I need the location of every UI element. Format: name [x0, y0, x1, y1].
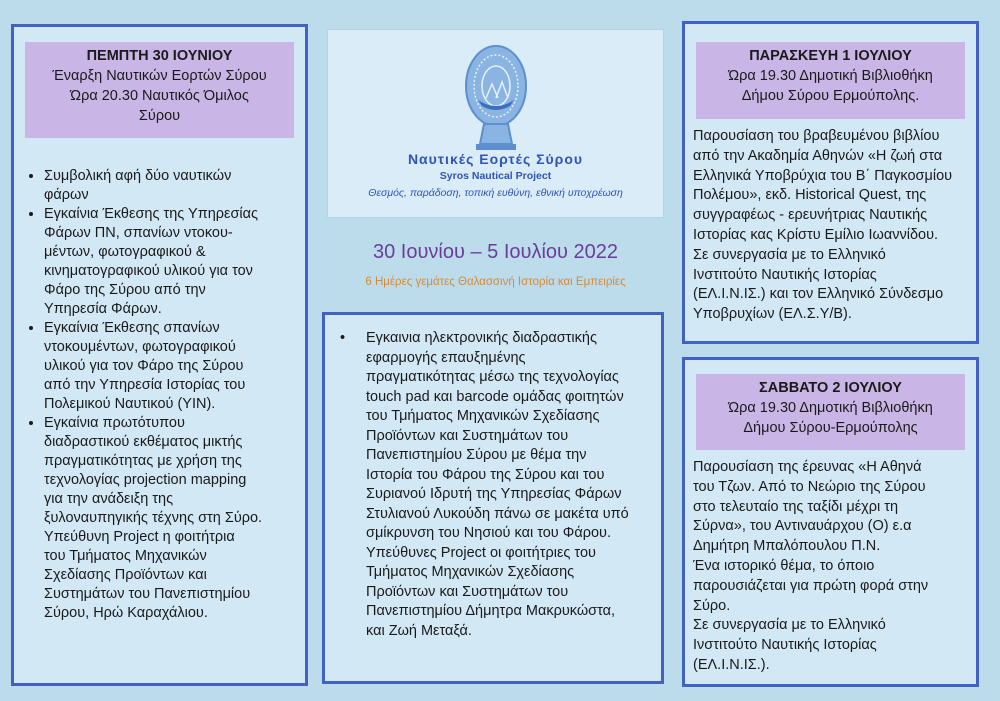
event-line: Σύρου, Ηρώ Καραχάλιου. — [44, 605, 208, 621]
saturday-header-line: Δήμου Σύρου-Ερμούπολης — [743, 420, 918, 436]
event-line: κινηματογραφικού υλικού για τον — [44, 263, 253, 279]
center-event-panel — [322, 312, 664, 684]
event-line: Υπεύθυνη Project η φοιτήτρια — [44, 529, 235, 545]
event-line: Τμήματος Μηχανικών Σχεδίασης — [366, 564, 575, 580]
text-line: παρουσιάζεται για πρώτη φορά στην — [693, 577, 929, 594]
event-item — [44, 205, 306, 319]
center-events — [325, 329, 661, 641]
event-line: και Ζωή Μεταξά. — [366, 622, 472, 639]
event-line: Υπηρεσία Φάρων. — [44, 301, 162, 317]
friday-header-line: Δήμου Σύρου Ερμούπολης. — [741, 88, 920, 104]
text-line: Παρουσίαση της έρευνας «Η Αθηνά — [693, 459, 922, 475]
event-line: Εγκαίνια Έκθεσης της Υπηρεσίας — [44, 206, 259, 222]
text-line: στο τελευταίο της ταξίδι μέχρι τη — [693, 498, 899, 515]
event-line: για την ανάδειξη της — [44, 491, 174, 507]
logo-title: Ναυτικές Εορτές Σύρου — [407, 151, 584, 167]
text-line: Πολέμου», εκδ. Historical Quest, της — [693, 187, 927, 204]
text-line: από την Ακαδημία Αθηνών «Η ζωή στα — [693, 147, 943, 164]
event-line: ξυλοναυπηγικής τέχνης στη Σύρο. — [44, 510, 263, 526]
festival-dates: 30 Ιουνίου – 5 Ιουλίου 2022 — [372, 241, 618, 263]
event-line: Προϊόντων και Συστημάτων του — [366, 427, 569, 444]
friday-description — [693, 127, 975, 325]
thursday-header-line: Ώρα 20.30 Ναυτικός Όμιλος — [70, 88, 249, 104]
event-line: Πανεπιστημίου Δήμητρα Μακρυκώστα, — [366, 603, 616, 619]
logo-motto: Θεσμός, παράδοση, τοπική ευθύνη, εθνική υποχρέωση — [368, 187, 623, 199]
thursday-header-line: Σύρου — [138, 108, 181, 124]
text-line: Σύρο. — [693, 597, 731, 614]
event-item — [366, 329, 661, 641]
text-line: Σε συνεργασία με το Ελληνικό — [693, 246, 886, 263]
text-line: Υποβρυχίων (ΕΛ.Σ.Υ/Β). — [693, 306, 852, 323]
event-item — [44, 414, 306, 623]
saturday-header — [696, 374, 965, 450]
logo-box — [327, 29, 664, 218]
friday-panel — [682, 21, 979, 344]
event-line: Φάρο της Σύρου από την — [44, 282, 206, 298]
event-line: πραγματικότητας με χρήση της — [44, 453, 242, 469]
event-line: Συστημάτων του Πανεπιστημίου — [44, 586, 251, 602]
friday-header-line: Ώρα 19.30 Δημοτική Βιβλιοθήκη — [728, 68, 933, 84]
text-line: του Τζων. Από το Νεώριο της Σύρου — [693, 478, 926, 495]
event-line: Προϊόντων και Συστημάτων του — [366, 583, 569, 600]
text-line: Ινστιτούτο Ναυτικής Ιστορίας — [693, 266, 877, 283]
text-line: (ΕΛ.Ι.Ν.ΙΣ.) και τον Ελληνικό Σύνδεσμο — [693, 286, 944, 303]
event-line: Συμβολική αφή δύο ναυτικών — [44, 168, 232, 184]
event-line: εφαρμογής επαυξημένης — [366, 349, 526, 366]
thursday-panel — [11, 24, 308, 686]
friday-day-title: ΠΑΡΑΣΚΕΥΗ 1 ΙΟΥΛΙΟΥ — [749, 48, 912, 64]
text-line: Σε συνεργασία με το Ελληνικό — [693, 617, 886, 634]
logo-subtitle: Syros Nautical Project — [439, 170, 552, 182]
event-line: Υπεύθυνες Project οι φοιτήτριες του — [366, 544, 596, 561]
saturday-day-title: ΣΑΒΒΑΤΟ 2 ΙΟΥΛΙΟΥ — [759, 380, 902, 396]
event-line: τεχνολογίας projection mapping — [44, 472, 247, 488]
event-line: σμίκρυνση του Νησιού και του Φάρου. — [366, 525, 611, 541]
event-line: Πανεπιστημίου Σύρου με θέμα την — [366, 447, 587, 463]
event-line: από την Υπηρεσία Ιστορίας του — [44, 377, 246, 393]
vase-logo-icon — [456, 40, 536, 156]
text-line: Ένα ιστορικό θέμα, το όποιο — [693, 557, 875, 574]
event-line: Εγκαίνια Έκθεσης σπανίων — [44, 320, 220, 336]
event-item — [44, 319, 306, 414]
text-line: συγγραφέως - ερευνήτριας Ναυτικής — [693, 207, 928, 224]
saturday-panel — [682, 357, 979, 687]
event-line: Εγκαίνια πρωτότυπου — [44, 415, 185, 431]
text-line: Δημήτρη Μπαλόπουλου Π.Ν. — [693, 538, 881, 555]
event-line: του Τμήματος Μηχανικών — [44, 548, 207, 564]
event-line: ντοκουμέντων, φωτογραφικού — [44, 339, 236, 355]
event-line: Συριανού Ιδρυτή της Υπηρεσίας Φάρων — [366, 486, 622, 502]
text-line: Παρουσίαση του βραβευμένου βιβλίου — [693, 128, 940, 144]
thursday-header-line: Έναρξη Ναυτικών Εορτών Σύρου — [52, 68, 267, 84]
text-line: Ιστορίας κας Κρίστυ Εμίλιο Ιωαννίδου. — [693, 226, 939, 243]
event-item — [44, 167, 306, 205]
event-line: πραγματικότητας μέσω της τεχνολογίας — [366, 369, 619, 385]
friday-header — [696, 42, 965, 119]
event-line: φάρων — [44, 187, 89, 203]
event-line: μέντων, φωτογραφικού & — [44, 244, 206, 260]
text-line: Ελληνικά Υποβρύχια του Β΄ Παγκοσμίου — [693, 167, 953, 184]
thursday-events-list — [14, 167, 306, 623]
event-line: του Τμήματος Μηχανικών Σχεδίασης — [366, 408, 600, 424]
event-line: υλικού για τον Φάρο της Σύρου — [44, 358, 244, 374]
text-line: (ΕΛ.Ι.Ν.ΙΣ.). — [693, 656, 770, 673]
thursday-day-title: ΠΕΜΠΤΗ 30 ΙΟΥΝΙΟΥ — [86, 48, 233, 64]
thursday-events — [14, 167, 306, 623]
event-line: Φάρων ΠΝ, σπανίων ντοκου- — [44, 225, 233, 241]
event-line: touch pad και barcode ομάδας φοιτητών — [366, 388, 624, 405]
event-line: Στυλιανού Λυκούδη πάνω σε μακέτα υπό — [366, 505, 629, 522]
event-line: Ιστορία του Φάρου της Σύρου και του — [366, 466, 605, 483]
event-line: διαδραστικού εκθέματος μικτής — [44, 434, 243, 450]
event-line: Εγκαινια ηλεκτρονικής διαδραστικής — [366, 330, 597, 346]
center-event-list — [325, 329, 661, 641]
thursday-header — [25, 42, 294, 138]
saturday-header-line: Ώρα 19.30 Δημοτική Βιβλιοθήκη — [728, 400, 933, 416]
text-line: Ινστιτούτο Ναυτικής Ιστορίας — [693, 637, 877, 654]
festival-tagline: 6 Ημέρες γεμάτες Θαλασσινή Ιστορία και Εμπειρίες — [365, 276, 626, 288]
saturday-description — [693, 458, 975, 676]
event-line: Σχεδίασης Προϊόντων και — [44, 567, 207, 583]
text-line: Σύρνα», του Αντιναυάρχου (Ο) ε.α — [693, 518, 912, 535]
event-line: Πολεμικού Ναυτικού (ΥΙΝ). — [44, 396, 216, 412]
